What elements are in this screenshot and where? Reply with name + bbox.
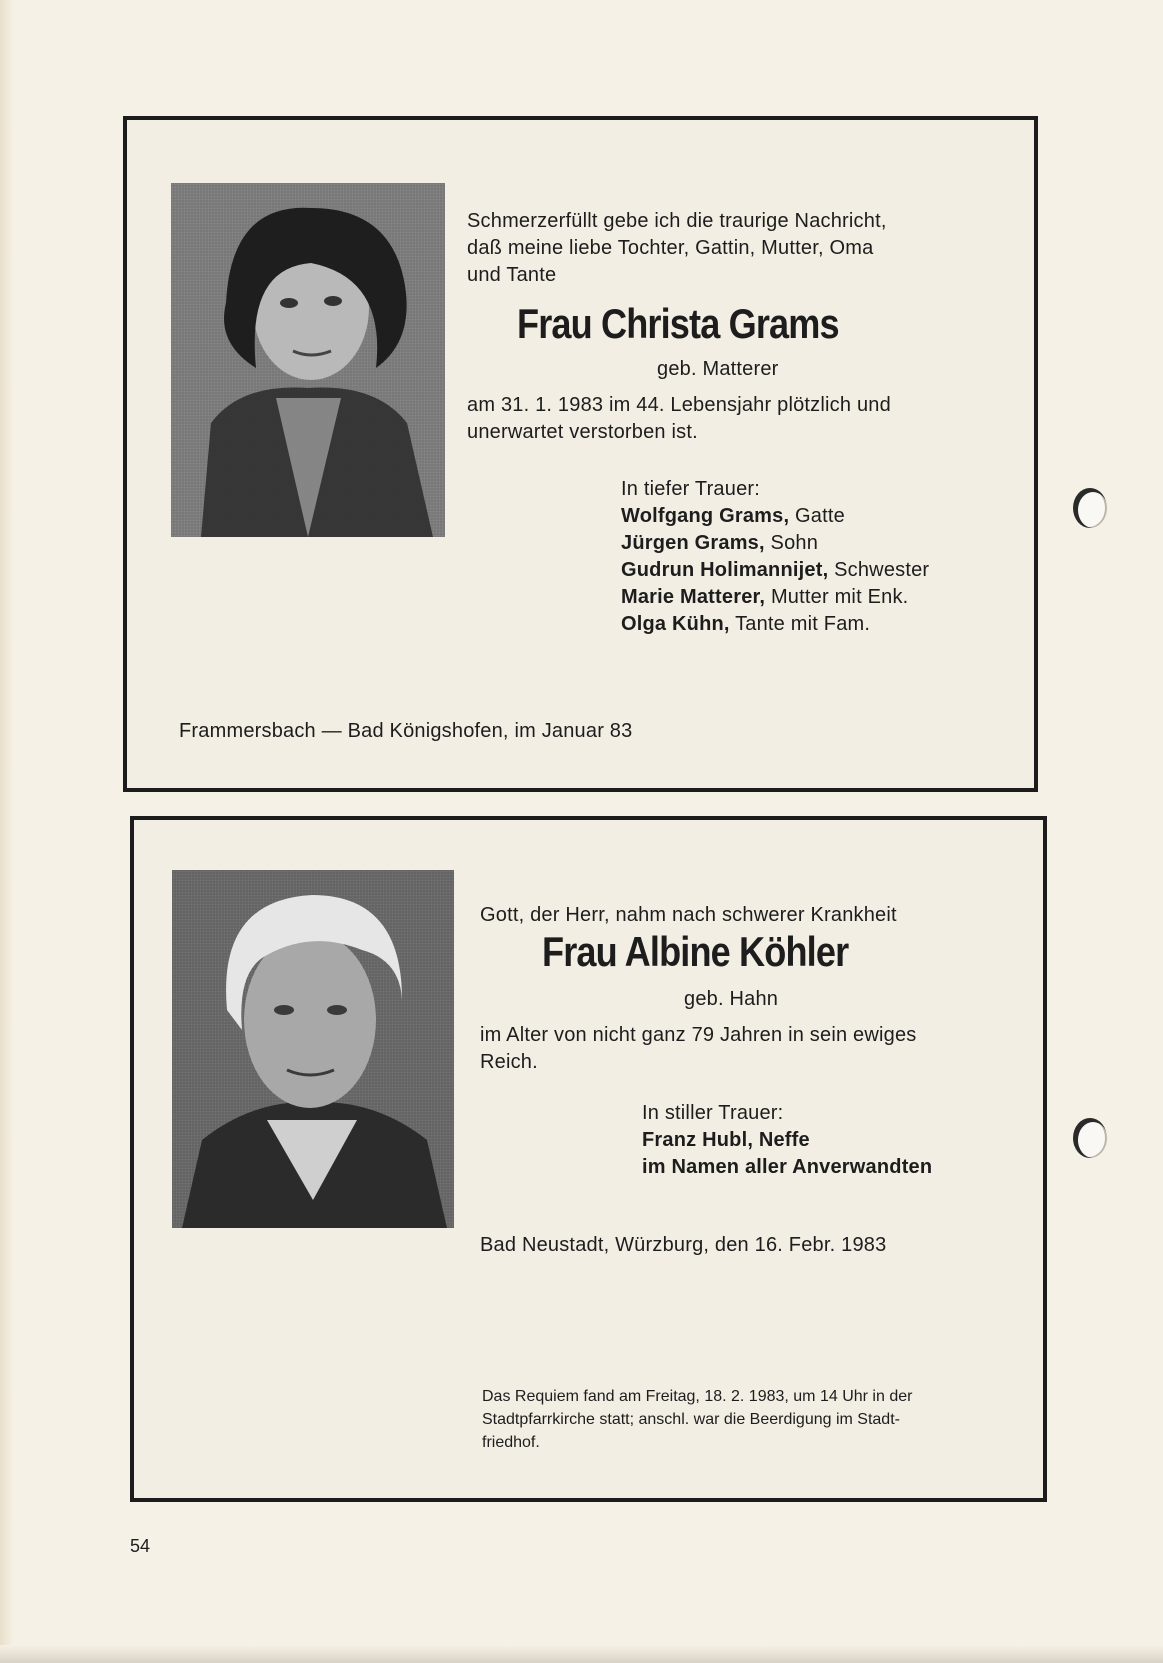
obituary-notice-koehler [130, 816, 1047, 1502]
binder-hole-top [1073, 488, 1107, 528]
place-date: Bad Neustadt, Würzburg, den 16. Febr. 1983 [480, 1234, 887, 1256]
intro-line: Gott, der Herr, nahm nach schwerer Krankheit [480, 904, 897, 926]
place-date: Frammersbach — Bad Königshofen, im Januar 83 [179, 720, 633, 742]
mourner-item: Jürgen Grams, Sohn [621, 532, 819, 554]
requiem-line-2: Stadtpfarrkirche statt; anschl. war die Beerdigung im Stadt- [482, 1411, 900, 1428]
mourning-heading: In stiller Trauer: [642, 1102, 784, 1124]
birth-name: geb. Matterer [657, 358, 779, 380]
mourner-item: Wolfgang Grams, Gatte [621, 505, 845, 527]
intro-line-1: Schmerzerfüllt gebe ich die traurige Nachricht, [467, 210, 887, 232]
portrait-photo-albine-koehler [172, 870, 454, 1228]
mourner-item: Olga Kühn, Tante mit Fam. [621, 613, 871, 635]
intro-line-2: daß meine liebe Tochter, Gattin, Mutter, Oma [467, 237, 874, 259]
obituary-notice-grams [123, 116, 1038, 792]
age-line-2: Reich. [480, 1051, 538, 1073]
mourning-heading: In tiefer Trauer: [621, 478, 761, 500]
requiem-line-3: friedhof. [482, 1434, 540, 1451]
birth-name: geb. Hahn [684, 988, 779, 1010]
mourner-item: im Namen aller Anverwandten [642, 1156, 933, 1178]
page-number: 54 [130, 1536, 151, 1556]
age-line-1: im Alter von nicht ganz 79 Jahren in sein ewiges [480, 1024, 917, 1046]
mourner-item: Marie Matterer, Mutter mit Enk. [621, 586, 909, 608]
deceased-name: Frau Christa Grams [517, 300, 839, 347]
page-edge [0, 0, 14, 1663]
death-line-1: am 31. 1. 1983 im 44. Lebensjahr plötzlich und [467, 394, 891, 416]
death-line-2: unerwartet verstorben ist. [467, 421, 698, 443]
deceased-name: Frau Albine Köhler [542, 928, 849, 975]
binder-hole-bottom [1073, 1118, 1107, 1158]
requiem-line-1: Das Requiem fand am Freitag, 18. 2. 1983, um 14 Uhr in der [482, 1388, 913, 1405]
intro-line-3: und Tante [467, 264, 557, 286]
portrait-photo-christa-grams [171, 183, 445, 537]
mourner-item: Gudrun Holimannijet, Schwester [621, 559, 930, 581]
mourner-item: Franz Hubl, Neffe [642, 1129, 810, 1151]
bottom-edge [0, 1645, 1163, 1663]
